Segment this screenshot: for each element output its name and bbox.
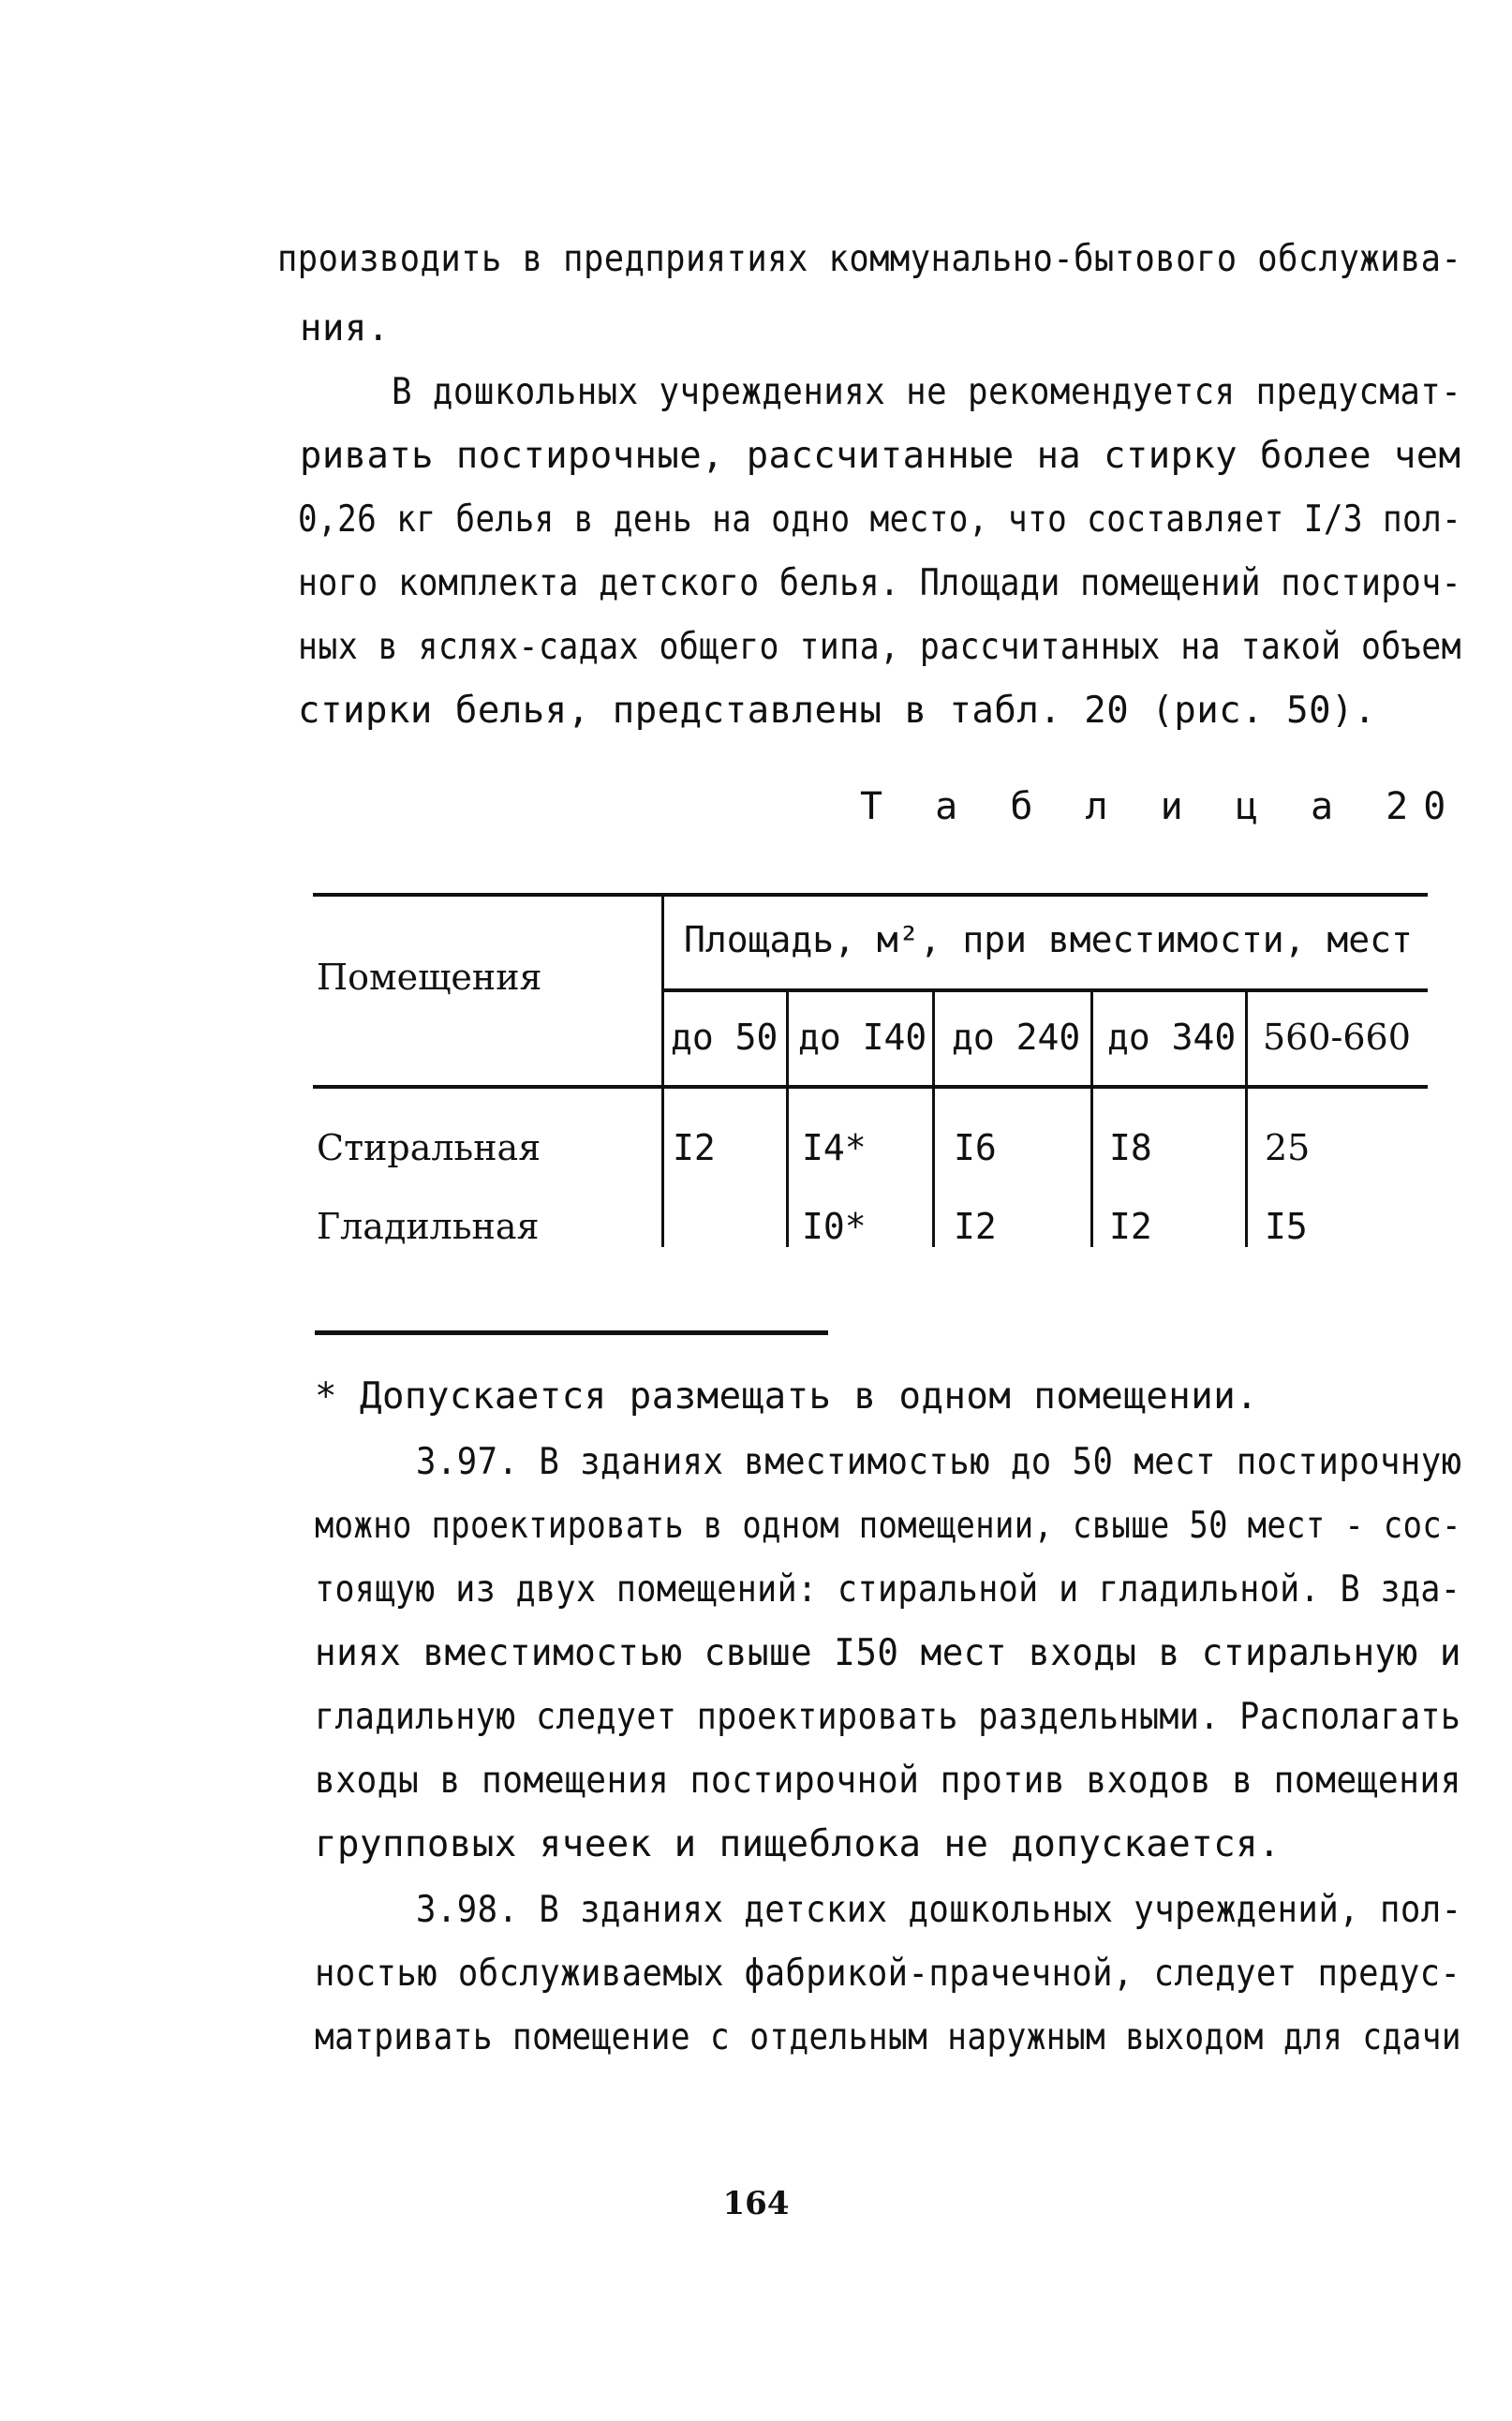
data-table bbox=[313, 893, 1428, 1249]
page-number: 164 bbox=[722, 2185, 790, 2222]
table-cell: I4* bbox=[802, 1127, 867, 1168]
table-top-rule bbox=[313, 893, 1428, 897]
text-line: 3.97. В зданиях вместимостью до 50 мест постирочную bbox=[416, 1441, 1462, 1483]
table-column-rule bbox=[1090, 988, 1093, 1247]
table-column-rule bbox=[1245, 988, 1248, 1247]
table-caption: Т а б л и ц а 20 bbox=[860, 785, 1461, 828]
column-header: до 340 bbox=[1107, 1017, 1237, 1058]
text-line: можно проектировать в одном помещении, свыше 50 мест - сос- bbox=[315, 1505, 1461, 1547]
footnote-rule bbox=[315, 1330, 828, 1335]
table-cell: I6 bbox=[954, 1127, 997, 1168]
text-line: ных в яслях-садах общего типа, рассчитанных на такой объем bbox=[298, 626, 1462, 668]
group-header-label: Площадь, м², при вместимости, мест bbox=[684, 919, 1413, 960]
table-cell: I5 bbox=[1265, 1206, 1308, 1247]
footnote: * Допускается размещать в одном помещении. bbox=[315, 1375, 1259, 1418]
column-header: до 50 bbox=[671, 1017, 778, 1058]
text-line: ния. bbox=[300, 307, 390, 349]
table-cell: I2 bbox=[673, 1127, 716, 1168]
text-line: ного комплекта детского белья. Площади помещений постироч- bbox=[298, 562, 1462, 604]
table-cell: I0* bbox=[802, 1206, 867, 1247]
column-header: 560-660 bbox=[1263, 1017, 1411, 1058]
table-column-rule bbox=[932, 988, 935, 1247]
text-line: стирки белья, представлены в табл. 20 (рис. 50). bbox=[298, 690, 1377, 732]
table-column-rule bbox=[786, 988, 789, 1247]
column-header: до I40 bbox=[798, 1017, 927, 1058]
text-line: В дошкольных учреждениях не рекомендуется предусмат- bbox=[392, 371, 1462, 413]
text-line: групповых ячеек и пищеблока не допускается. bbox=[315, 1823, 1282, 1865]
text-line: тоящую из двух помещений: стиральной и гладильной. В зда- bbox=[315, 1568, 1461, 1611]
text-line: гладильную следует проектировать раздельными. Располагать bbox=[315, 1696, 1461, 1738]
table-header-rule bbox=[313, 1085, 1428, 1089]
table-cell: 25 bbox=[1265, 1127, 1311, 1168]
table-cell: I8 bbox=[1109, 1127, 1152, 1168]
text-line: 3.98. В зданиях детских дошкольных учреждений, пол- bbox=[416, 1889, 1462, 1931]
table-cell: I2 bbox=[954, 1206, 997, 1247]
text-line: ниях вместимостью свыше I50 мест входы в стиральную и bbox=[315, 1632, 1461, 1674]
row-label: Гладильная bbox=[317, 1206, 540, 1247]
row-label: Стиральная bbox=[317, 1127, 541, 1168]
table-column-rule bbox=[661, 893, 664, 1247]
text-line: матривать помещение с отдельным наружным выходом для сдачи bbox=[315, 2016, 1461, 2058]
column-header: до 240 bbox=[952, 1017, 1081, 1058]
text-line: ривать постирочные, рассчитанные на стирку более чем bbox=[300, 435, 1461, 477]
text-line: входы в помещения постирочной против входов в помещения bbox=[315, 1760, 1461, 1802]
text-line: 0,26 кг белья в день на одно место, что составляет I/3 пол- bbox=[298, 498, 1462, 541]
text-line: производить в предприятиях коммунально-бытового обслужива- bbox=[277, 238, 1462, 280]
table-subheader-rule bbox=[663, 988, 1428, 992]
table-cell: I2 bbox=[1109, 1206, 1152, 1247]
text-line: ностью обслуживаемых фабрикой-прачечной, следует предус- bbox=[315, 1953, 1461, 1995]
row-header-label: Помещения bbox=[317, 957, 542, 998]
